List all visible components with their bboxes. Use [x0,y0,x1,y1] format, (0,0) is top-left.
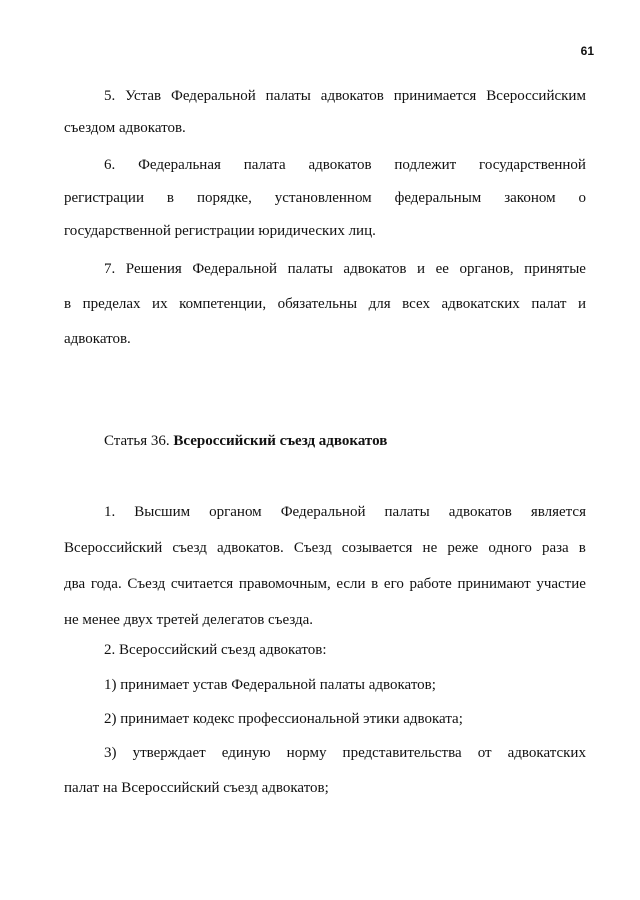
word: норму [286,745,327,761]
word: адвокатов [343,261,407,277]
word: палаты [287,261,333,277]
word: палаты [265,88,311,104]
text-line [64,259,586,279]
text-line [64,188,586,208]
word: раза [541,540,569,556]
word: в [64,296,72,312]
word: палата [243,157,286,173]
word: и [417,261,426,277]
word: созывается [341,540,413,556]
paragraph-6 [64,155,586,241]
word: является [530,504,586,520]
text-line: 1) принимает устав Федеральной палаты адвокатов; [104,677,436,693]
word: государственной [479,157,586,173]
text-line: государственной регистрации юридических лиц. [64,223,376,239]
word: о [578,190,586,206]
word: адвокатов [308,157,372,173]
word: одного [488,540,532,556]
word: в [578,540,586,556]
word: 6. [104,157,116,173]
word: принятые [524,261,586,277]
word: Решения [125,261,182,277]
word: если [336,576,366,592]
word: регистрации [64,190,144,206]
article-number: Статья 36. [104,433,174,449]
word: подлежит [394,157,457,173]
word: Высшим [134,504,191,520]
word: установленном [274,190,372,206]
word: адвокатов. [216,540,284,556]
text-line [64,538,586,558]
text-line: палат на Всероссийский съезд адвокатов; [64,780,329,796]
word: два [64,576,86,592]
word: не [422,540,438,556]
word: его [383,576,404,592]
word: Всероссийским [486,88,586,104]
word: участие [536,576,586,592]
list-item-1 [64,675,586,695]
word: правомочным, [238,576,331,592]
word: 1. [104,504,116,520]
word: Всероссийский [64,540,163,556]
text-line [64,743,586,763]
word: и [577,296,586,312]
word: 5. [104,88,116,104]
text-line [64,502,586,522]
list-item-3 [64,743,586,798]
text-line: 2. Всероссийский съезд адвокатов: [104,642,327,658]
word: федеральным [394,190,482,206]
word: реже [447,540,479,556]
word: всех [402,296,430,312]
word: от [477,745,492,761]
text-line [64,155,586,175]
text-line: 2) принимает кодекс профессиональной этики адвоката; [104,711,463,727]
text-line: съездом адвокатов. [64,120,186,136]
word: Федеральной [280,504,366,520]
word: порядке, [196,190,252,206]
word: обязательны [277,296,358,312]
text-line [64,574,586,594]
word: ее [435,261,449,277]
text-line [64,86,586,106]
word: Федеральной [171,88,256,104]
word: палаты [384,504,430,520]
text-line: не менее двух третей делегатов съезда. [64,612,314,628]
word: для [368,296,391,312]
article-paragraph-2 [64,640,586,660]
text-line [64,294,586,314]
article-paragraph-1 [64,502,586,630]
word: законом [504,190,556,206]
word: адвокатов [320,88,384,104]
word: пределах [82,296,141,312]
word: адвокатских [507,745,586,761]
word: Федеральная [138,157,221,173]
paragraph-7 [64,259,586,349]
word: года. [90,576,122,592]
text-line: адвокатов. [64,331,131,347]
page-number: 61 [580,44,594,58]
word: представительства [342,745,462,761]
word: Съезд [293,540,332,556]
word: компетенции, [179,296,267,312]
word: органом [209,504,262,520]
article-heading [64,431,586,451]
word: их [152,296,168,312]
word: 3) [104,745,117,761]
word: Устав [125,88,162,104]
word: работе [409,576,452,592]
word: палат [531,296,567,312]
word: считается [170,576,234,592]
word: адвокатов [448,504,512,520]
paragraph-5 [64,86,586,138]
word: адвокатских [441,296,520,312]
word: органов, [459,261,514,277]
word: принимается [393,88,477,104]
word: Федеральной [192,261,278,277]
word: единую [221,745,271,761]
word: в [166,190,175,206]
word: съезд [172,540,207,556]
article-title: Всероссийский съезд адвокатов [173,433,388,449]
word: утверждает [132,745,206,761]
word: в [371,576,379,592]
word: 7. [104,261,116,277]
word: принимают [457,576,531,592]
list-item-2 [64,709,586,729]
word: Съезд [127,576,166,592]
